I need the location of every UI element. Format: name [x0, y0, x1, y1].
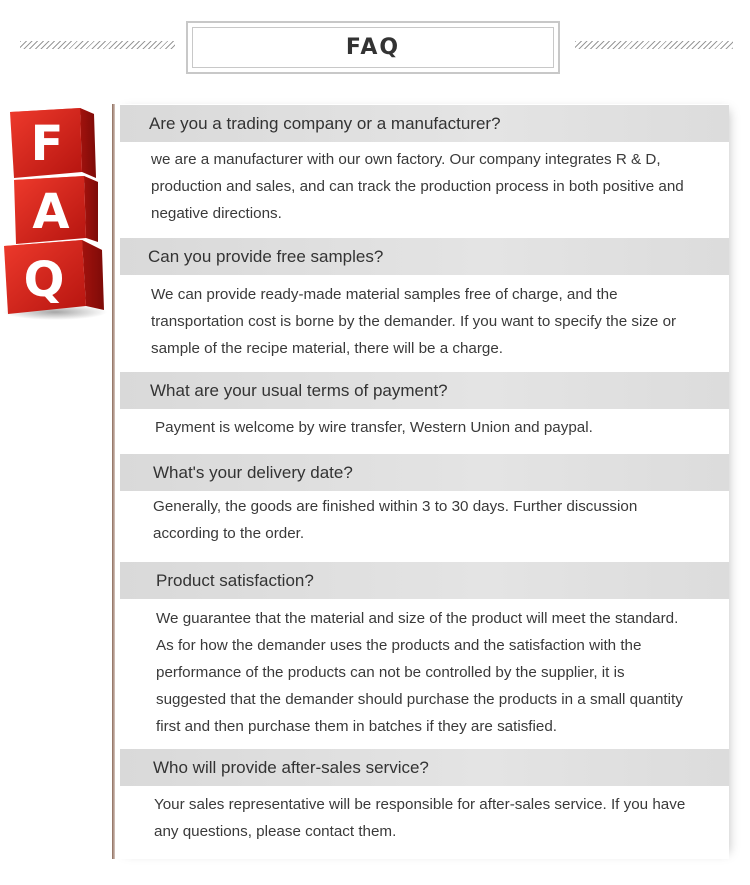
faq-panel-edge — [112, 104, 115, 859]
faq-cubes-graphic — [0, 100, 112, 325]
faq-question-text: What are your usual terms of payment? — [150, 380, 448, 400]
faq-answer-3: Payment is welcome by wire transfer, Western Union and paypal. — [155, 419, 593, 436]
header-divider-right — [575, 41, 733, 49]
faq-question-1 — [120, 105, 729, 142]
page-title-box — [186, 21, 560, 74]
cube-f — [10, 108, 96, 178]
faq-answer-1: we are a manufacturer with our own factory. Our company integrates R & D, production and sales, and can track the production process in both positive and negative directions. — [151, 151, 684, 222]
faq-question-4 — [120, 454, 729, 491]
faq-answer-2: We can provide ready-made material samples free of charge, and the transportation cost is borne by the demander. If you want to specify the size or sample of the recipe material, there will be a charge. — [151, 286, 677, 357]
faq-answer-4: Generally, the goods are finished within 3 to 30 days. Further discussion according to the order. — [153, 498, 638, 542]
cube-q — [4, 240, 104, 314]
faq-question-text: Product satisfaction? — [156, 570, 314, 590]
faq-question-6 — [120, 749, 729, 786]
faq-question-text: Are you a trading company or a manufacturer? — [149, 113, 501, 133]
faq-question-3 — [120, 372, 729, 409]
faq-question-text: Can you provide free samples? — [148, 246, 384, 266]
faq-answer-6: Your sales representative will be responsible for after-sales service. If you have any questions, please contact them. — [154, 796, 686, 840]
cube-letter-a: A — [32, 184, 70, 240]
cube-letter-f: F — [30, 116, 64, 172]
cube-letter-q: Q — [23, 252, 65, 308]
faq-answer-5: We guarantee that the material and size of the product will meet the standard. As for how the demander uses the products and the satisfaction with the performance of the products can not be controlled by the supplier, it is suggested that the demander should purchase the products in a small quantity first and then purchase them in batches if they are satisfied. — [156, 610, 683, 735]
faq-question-2 — [120, 238, 729, 275]
faq-question-text: What's your delivery date? — [153, 462, 353, 482]
header-divider-left — [20, 41, 175, 49]
page-title: FAQ — [192, 27, 554, 68]
cube-a — [14, 176, 98, 244]
faq-question-text: Who will provide after-sales service? — [153, 757, 429, 777]
faq-question-5 — [120, 562, 729, 599]
